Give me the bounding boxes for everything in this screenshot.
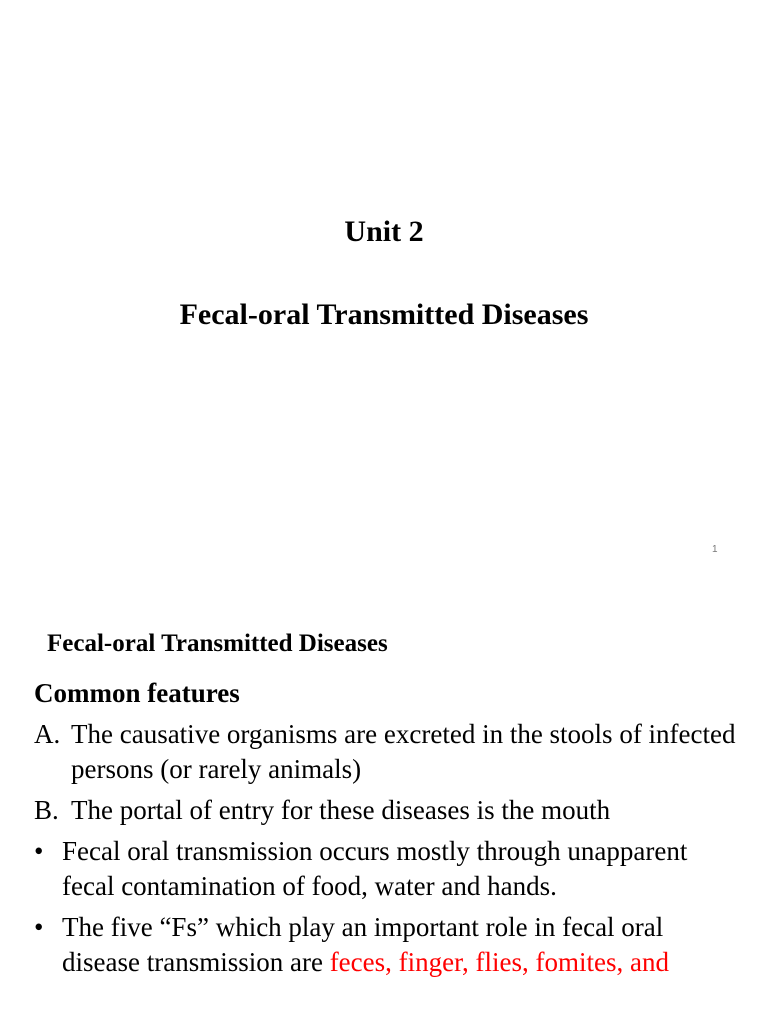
bullet-marker: •	[34, 836, 44, 866]
slide-title: Fecal-oral Transmitted Diseases	[179, 298, 589, 331]
bullet-text: The five “Fs” which play an important role in fecal oral disease transmission are	[62, 912, 664, 977]
lettered-item-a	[34, 717, 738, 787]
content-slide	[0, 576, 768, 1024]
content-slide-title: Fecal-oral Transmitted Diseases	[47, 630, 388, 657]
bullet-item-transmission	[34, 834, 738, 904]
bullet-text: Fecal oral transmission occurs mostly through unapparent fecal contamination of food, water and hands.	[62, 836, 688, 901]
content-body	[34, 676, 738, 986]
highlighted-five-fs: feces, finger, flies, fomites, and	[329, 947, 669, 977]
page-number: 1	[712, 544, 718, 555]
lettered-item-b	[34, 793, 738, 828]
bullet-item-five-fs	[34, 910, 738, 980]
item-text: The portal of entry for these diseases is the mouth	[71, 795, 611, 825]
unit-title: Unit 2	[344, 215, 424, 248]
item-text: The causative organisms are excreted in the stools of infected persons (or rarely animals)	[71, 719, 736, 784]
bullet-marker: •	[34, 912, 44, 942]
item-marker: A.	[34, 719, 61, 749]
section-heading: Common features	[34, 678, 240, 708]
item-marker: B.	[34, 795, 59, 825]
